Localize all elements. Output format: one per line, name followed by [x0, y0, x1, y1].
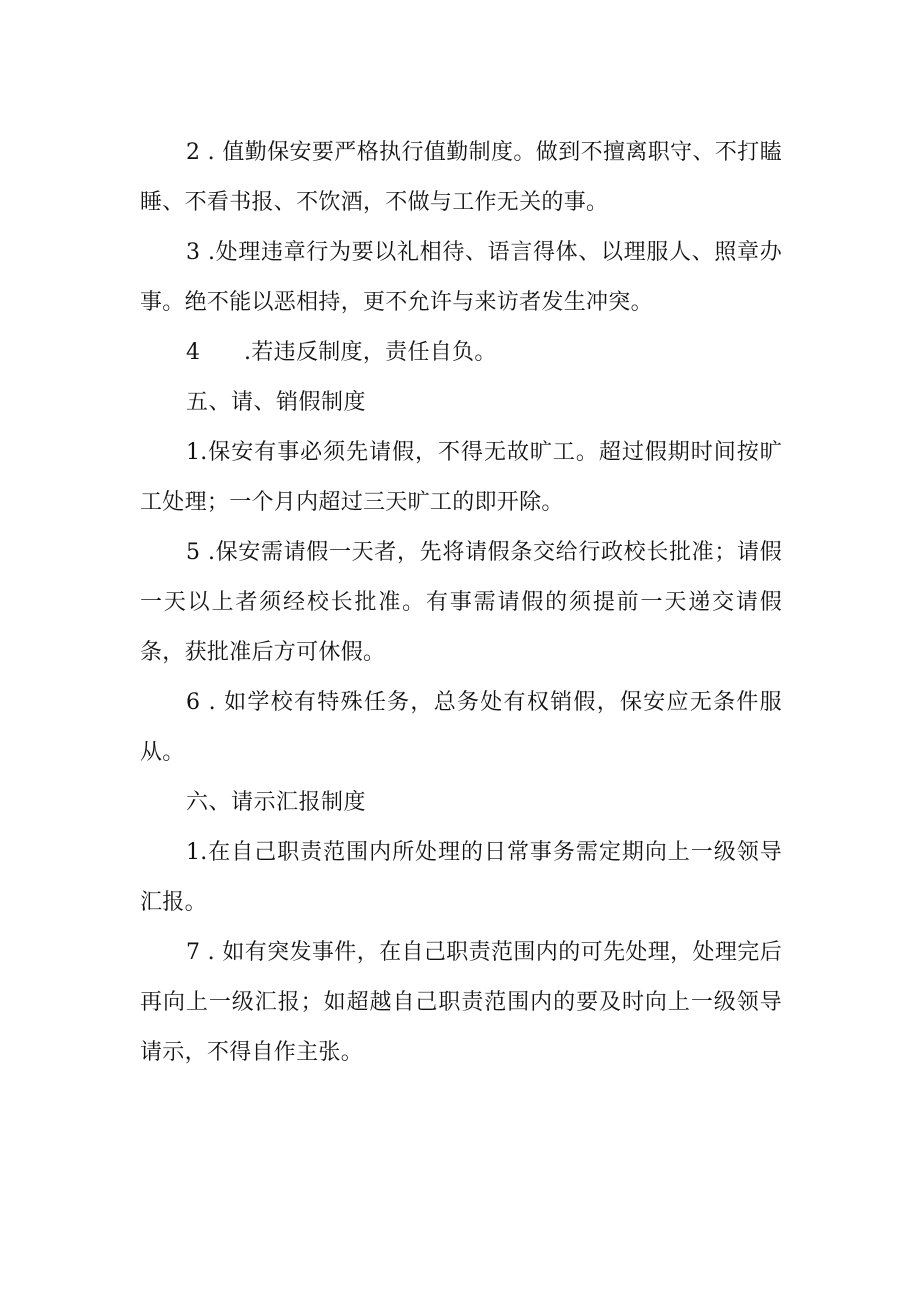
paragraph-report-7: 7 . 如有突发事件，在自己职责范围内的可先处理，处理完后再向上一级汇报；如超越自己职责范围内的要及时向上一级领导请示，不得自作主张。 — [140, 940, 782, 1065]
section-heading-leave: 五、请、销假制度 — [186, 390, 367, 415]
document-body — [140, 128, 782, 1078]
paragraph-item-3: 3 .处理违章行为要以礼相待、语言得体、以理服人、照章办事。绝不能以恶相持，更不允许与来访者发生冲突。 — [140, 240, 782, 315]
paragraph-leave-1: 1.保安有事必须先请假，不得无故旷工。超过假期时间按旷工处理；一个月内超过三天旷工的即开除。 — [140, 440, 782, 515]
paragraph-item-2: 2 . 值勤保安要严格执行值勤制度。做到不擅离职守、不打瞌睡、不看书报、不饮酒，不做与工作无关的事。 — [140, 140, 782, 215]
paragraph-leave-6: 6 . 如学校有特殊任务，总务处有权销假，保安应无条件服从。 — [140, 690, 782, 765]
section-heading-report: 六、请示汇报制度 — [186, 790, 367, 815]
paragraph-item-4: 4 .若违反制度，责任自负。 — [186, 340, 497, 365]
paragraph-report-1: 1.在自己职责范围内所处理的日常事务需定期向上一级领导汇报。 — [140, 840, 782, 915]
paragraph-leave-5: 5 .保安需请假一天者，先将请假条交给行政校长批准；请假一天以上者须经校长批准。有事需请假的须提前一天递交请假条，获批准后方可休假。 — [140, 540, 782, 665]
